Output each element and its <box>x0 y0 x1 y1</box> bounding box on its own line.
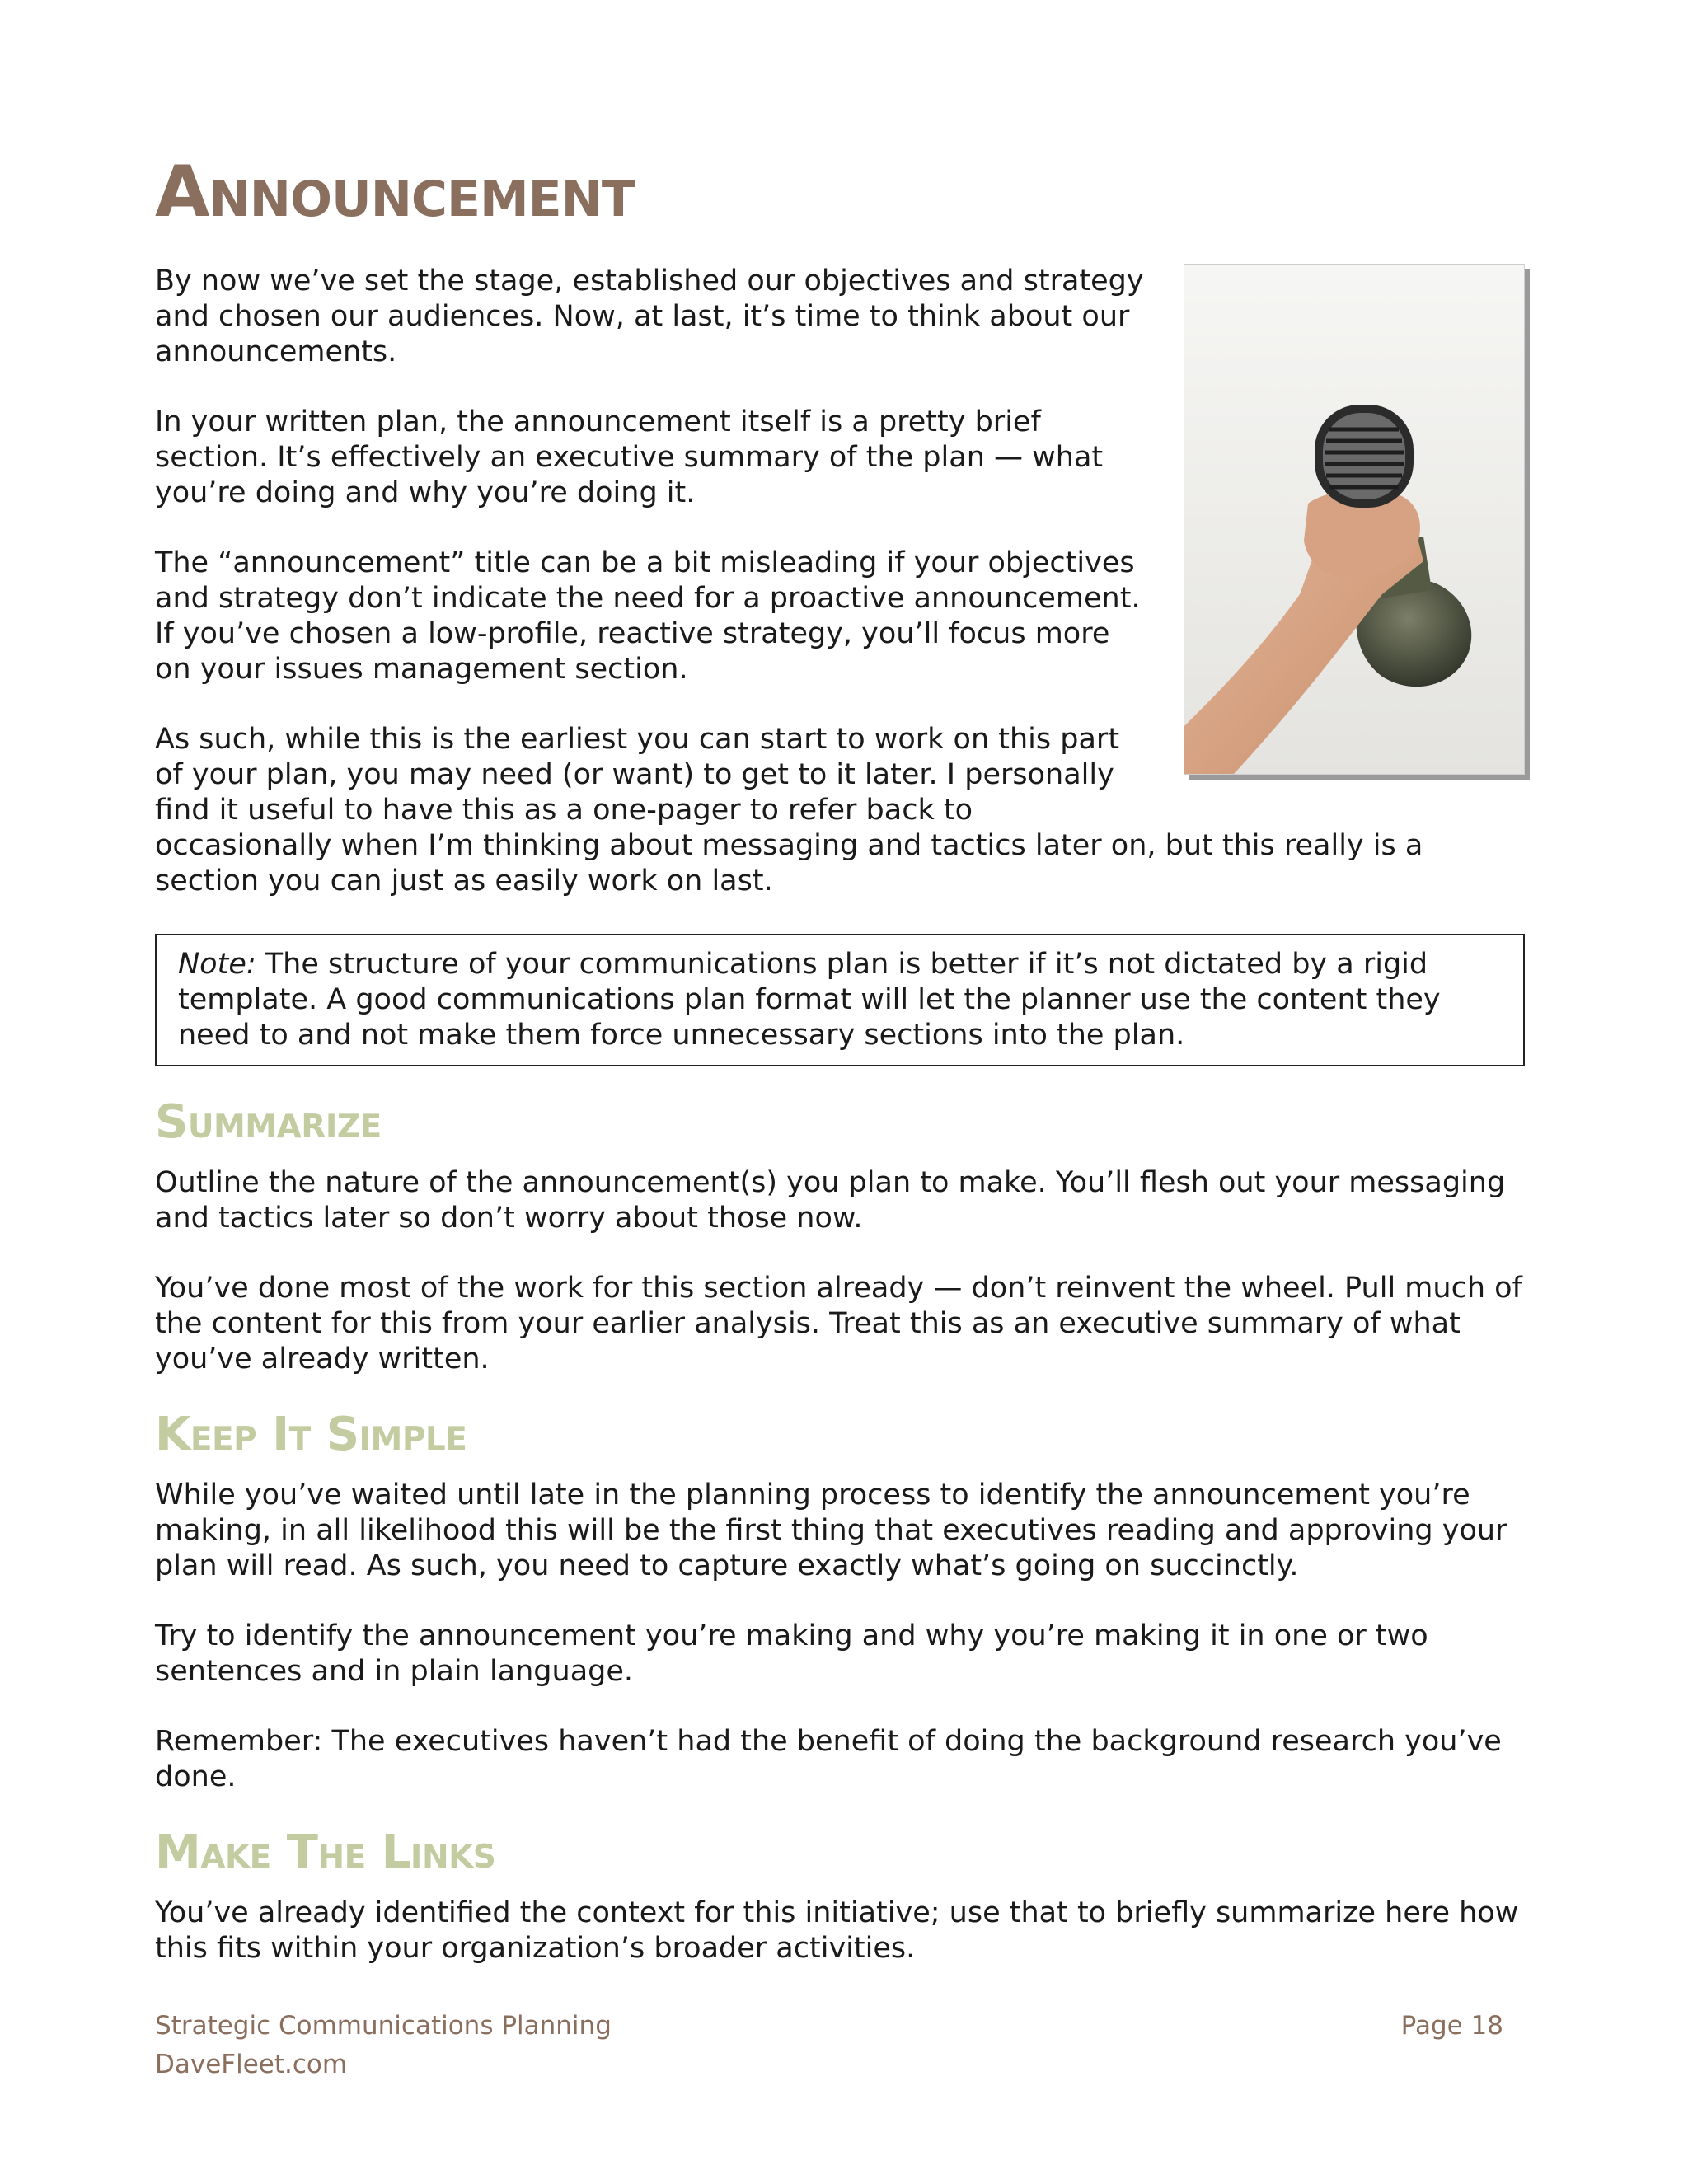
note-lead: Note: <box>178 948 256 981</box>
microphone-photo <box>1184 264 1525 775</box>
note-box <box>155 934 1525 1066</box>
note-text: The structure of your communications plan is better if it’s not dictated by a rigid template. A good communications plan format will let the planner use the content they need to and not make them force unnecessary sections into the plan. <box>178 948 1441 1052</box>
intro-paragraph-1: By now we’ve set the stage, established our objectives and strategy and chosen our audiences. Now, at last, it’s time to think about our announcements. <box>155 265 1144 368</box>
intro-paragraph-3: The “announcement” title can be a bit misleading if your objectives and strategy don’t indicate the need for a proactive announcement. If you’ve chosen a low-profile, reactive strategy, you’ll focus more on your issues management section. <box>155 546 1141 686</box>
heading-keep-it-simple: Keep It Simple <box>155 1408 467 1461</box>
keep-simple-paragraph-1: While you’ve waited until late in the planning process to identify the announcement you’re making, in all likelihood this will be the first thing that executives reading and approving your plan will read. As such, you need to capture exactly what’s going on succinctly. <box>155 1479 1507 1582</box>
footer-doc-title: Strategic Communications Planning <box>155 2011 612 2041</box>
page-footer <box>155 2007 1523 2084</box>
note-paragraph <box>178 947 1502 1053</box>
summarize-paragraph-1: Outline the nature of the announcement(s) you plan to make. You’ll flesh out your messaging and tactics later so don’t worry about those now. <box>155 1166 1506 1235</box>
footer-page-number: Page 18 <box>1400 2011 1503 2041</box>
microphone-icon <box>1184 265 1524 774</box>
keep-simple-paragraph-3: Remember: The executives haven’t had the benefit of doing the background research you’ve done. <box>155 1725 1502 1793</box>
intro-paragraph-4: As such, while this is the earliest you can start to work on this part of your plan, you may need (or want) to get to it later. I personally find it useful to have this as a one-pager to refer back to occasionally when I’m thinking about messaging and tactics later on, but this really is a section you can just as easily work on last. <box>155 723 1423 898</box>
summarize-paragraph-2: You’ve done most of the work for this section already — don’t reinvent the wheel. Pull much of the content for this from your earlier analysis. Treat this as an executive summary of what you’ve already written. <box>155 1272 1522 1376</box>
heading-make-the-links: Make The Links <box>155 1825 496 1879</box>
page-content <box>155 151 1525 2001</box>
intro-paragraph-2: In your written plan, the announcement itself is a pretty brief section. It’s effectively an executive summary of the plan — what you’re doing and why you’re doing it. <box>155 405 1104 509</box>
footer-site: DaveFleet.com <box>155 2050 348 2079</box>
make-links-paragraph-1: You’ve already identified the context for this initiative; use that to briefly summarize here how this fits within your organization’s broader activities. <box>155 1896 1519 1965</box>
keep-simple-paragraph-2: Try to identify the announcement you’re making and why you’re making it in one or two sentences and in plain language. <box>155 1619 1428 1688</box>
page-title: Announcement <box>155 151 635 233</box>
heading-summarize: Summarize <box>155 1095 382 1149</box>
